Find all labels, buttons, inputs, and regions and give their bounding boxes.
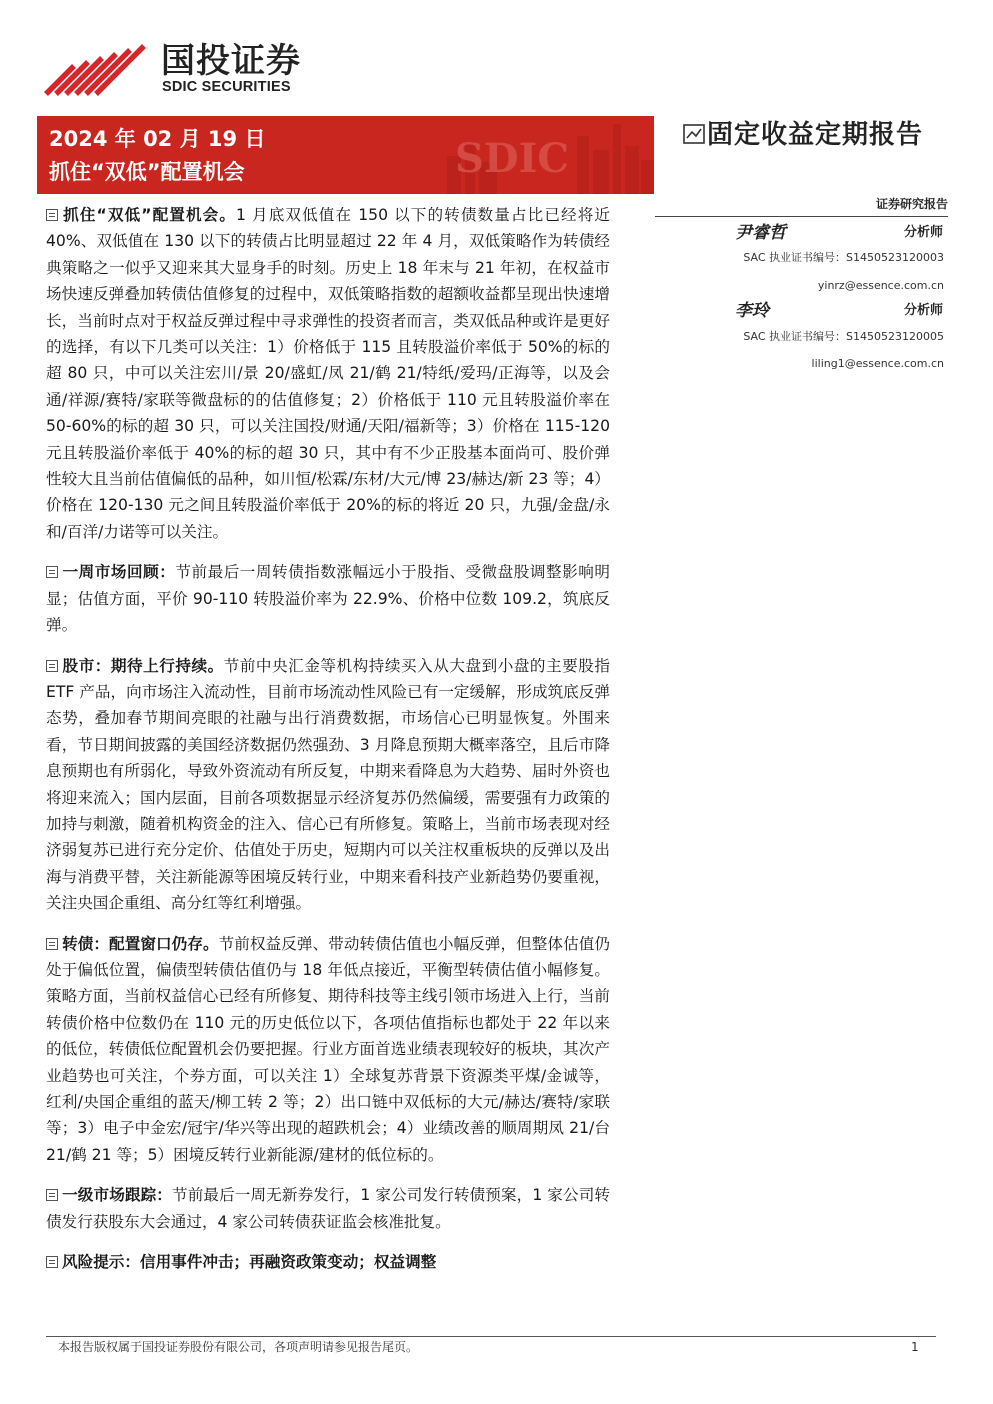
bullet-icon	[46, 209, 58, 221]
analyst-cert: SAC 执业证书编号：S1450523120005	[743, 330, 944, 343]
logo-name-en: SDIC SECURITIES	[162, 79, 291, 95]
bullet-icon	[46, 1256, 58, 1268]
paragraph-lead: 风险提示：信用事件冲击；再融资政策变动；权益调整	[62, 1253, 437, 1272]
summary-paragraph	[46, 559, 610, 638]
banner-watermark: SDIC	[455, 135, 570, 182]
analyst-cert: SAC 执业证书编号：S1450523120003	[743, 251, 944, 264]
report-type-header	[683, 118, 948, 154]
paragraph-lead: 股市：期待上行持续。	[62, 656, 224, 675]
logo-name-cn: 国投证券	[161, 41, 301, 81]
analyst-name: 李玲	[735, 301, 769, 321]
analyst-2	[655, 300, 948, 322]
company-logo	[44, 40, 314, 100]
paragraph-body: 节前最后一周转债指数涨幅远小于股指、受微盘股调整影响明显；估值方面，平价 90-110 转股溢价率为 22.9%、价格中位数 109.2，筑底反弹。	[46, 563, 610, 635]
risk-paragraph	[46, 1249, 610, 1275]
bullet-icon	[46, 566, 58, 578]
analyst-name: 尹睿哲	[735, 223, 786, 243]
paragraph-body: 1 月底双低值在 150 以下的转债数量占比已经将近 40%、双低值在 130 以下的转债占比明显超过 22 年 4 月，双低策略作为转债经典策略之一似乎又迎来其大显身手的时刻。历史上 18 年末与 21 年初，在权益市场快速反弹叠加转债估值修复的过程中，双低策略指数的超额收益都呈现出快速增长，当前时点对于权益反弹过程中寻求弹性的投资者而言，类双低品种或许是更好的选择，有以下几类可以关注：1）价格低于 115 且转股溢价率低于 50%的标的超 80 只，中可以关注宏川/景 20/盛虹/凤 21/鹤 21/特纸/爱玛/正海等，以及会通/祥源/赛特/家联等微盘标的的估值修复；2）价格低于 110 元且转股溢价率在 50-60%的标的超 30 只，可以关注国投/财通/天阳/福新等；3）价格在 115-120 元且转股溢价率低于 40%的标的超 30 只，其中有不少正股基本面尚可、股价弹性较大且当前估值偏低的品种，如川恒/松霖/东材/大元/博 23/赫达/新 23 等；4）价格在 120-130 元之间且转股溢价率低于 20%的标的将近 20 只，九强/金盘/永和/百洋/力诺等可以关注。	[46, 206, 610, 541]
paragraph-lead: 转债：配置窗口仍存。	[62, 934, 219, 953]
analyst-role: 分析师	[903, 225, 943, 240]
analyst-1	[655, 222, 948, 244]
paragraph-lead: 抓住“双低”配置机会。	[62, 206, 237, 224]
bullet-icon	[46, 1189, 58, 1201]
footer-disclaimer: 本报告版权属于国投证券股份有限公司，各项声明请参见报告尾页。	[58, 1340, 419, 1354]
report-body	[46, 202, 610, 1289]
title-banner	[37, 116, 654, 194]
bullet-icon	[46, 660, 58, 672]
paragraph-body: 节前权益反弹、带动转债估值也小幅反弹，但整体估值仍处于偏低位置，偏债型转债估值仍与 18 年低点接近，平衡型转债估值小幅修复。策略方面，当前权益信心已经有所修复、期待科技等主线引领市场进入上行，当前转债价格中位数仍在 110 元的历史低位以下，各项估值指标也都处于 22 年以来的低位，转债低位配置机会仍要把握。行业方面首选业绩表现较好的板块，其次产业趋势也可关注，个券方面，可以关注 1）全球复苏背景下资源类平煤/金诚等，红利/央国企重组的蓝天/柳工转 2 等；2）出口链中双低标的大元/赫达/赛特/家联等；3）电子中金宏/冠宇/华兴等出现的超跌机会；4）业绩改善的顺周期凤 21/台 21/鹤 21 等；5）困境反转行业新能源/建材的低位标的。	[46, 934, 610, 1164]
page-number: 1	[911, 1340, 919, 1354]
bullet-icon	[46, 938, 58, 950]
analyst-role: 分析师	[903, 303, 943, 318]
paragraph-lead: 一级市场跟踪：	[62, 1186, 172, 1205]
footer-divider	[46, 1336, 936, 1337]
report-title: 抓住“双低”配置机会	[49, 160, 245, 184]
analyst-email[interactable]: yinrz@essence.com.cn	[817, 279, 944, 292]
summary-paragraph	[46, 931, 610, 1169]
paragraph-body: 节前最后一周无新券发行，1 家公司发行转债预案，1 家公司转债发行获股东大会通过，4 家公司转债获证监会核准批复。	[46, 1186, 610, 1231]
analyst-email[interactable]: liling1@essence.com.cn	[811, 357, 944, 370]
summary-paragraph	[46, 653, 610, 917]
paragraph-lead: 一周市场回顾：	[62, 563, 176, 582]
report-type: 固定收益定期报告	[707, 120, 924, 150]
summary-paragraph	[46, 1182, 610, 1235]
logo-mark-icon	[44, 44, 154, 96]
paragraph-body: 节前中央汇金等机构持续买入从大盘到小盘的主要股指 ETF 产品，向市场注入流动性，目前市场流动性风险已有一定缓解，形成筑底反弹态势，叠加春节期间亮眼的社融与出行消费数据，市场信心已明显恢复。外围来看，节日期间披露的美国经济数据仍然强劲、3 月降息预期大概率落空，且后市降息预期也有所弱化，导致外资流动有所反复，中期来看降息为大趋势、届时外资也将迎来流入；国内层面，目前各项数据显示经济复苏仍然偏缓，需要强有力政策的加持与刺激，随着机构资金的注入、信心已有所修复。策略上，当前市场表现对经济弱复苏已进行充分定价、估值处于历史，短期内可以关注权重板块的反弹以及出海与消费平替，关注新能源等困境反转行业，中期来看科技产业新趋势仍要重视，关注央国企重组、高分红等红利增强。	[46, 656, 610, 913]
summary-paragraph	[46, 202, 610, 545]
divider	[655, 216, 948, 217]
chart-line-icon	[683, 124, 705, 144]
report-category: 证券研究报告	[875, 197, 948, 211]
report-date: 2024 年 02 月 19 日	[49, 127, 266, 151]
